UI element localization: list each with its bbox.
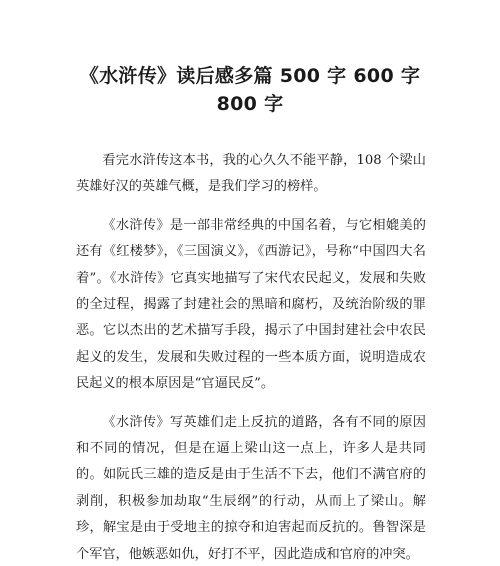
- paragraph: 看完水浒传这本书，我的心久久不能平静，108 个梁山英雄好汉的英雄气概，是我们学习的榜样。: [76, 153, 426, 195]
- document-title: 《水浒传》读后感多篇 500 字 600 字 800 字: [79, 65, 421, 115]
- document-body: [76, 148, 426, 566]
- paragraph: 《水浒传》写英雄们走上反抗的道路，各有不同的原因和不同的情况，但是在逼上梁山这一点上，许多人是共同的。如阮氏三雄的造反是由于生活不下去，他们不满官府的剥削，积极参加劫取“生辰纲”的行动，从而上了梁山。解珍，解宝是由于受地主的掠夺和迫害起而反抗的。鲁智深是个军官，他嫉恶如仇，好打不平，因此造成和官府的冲突。: [76, 414, 426, 562]
- paragraph: 《水浒传》是一部非常经典的中国名着，与它相媲美的还有《红楼梦》，《三国演义》，《西游记》，号称“中国四大名着”。《水浒传》它真实地描写了宋代农民起义，发展和失败的全过程，揭露了封建社会的黑暗和腐朽，及统治阶级的罪恶。它以杰出的艺术描写手段，揭示了中国封建社会中农民起义的发生，发展和失败过程的一些本质方面，说明造成农民起义的根本原因是“官逼民反”。: [76, 217, 426, 392]
